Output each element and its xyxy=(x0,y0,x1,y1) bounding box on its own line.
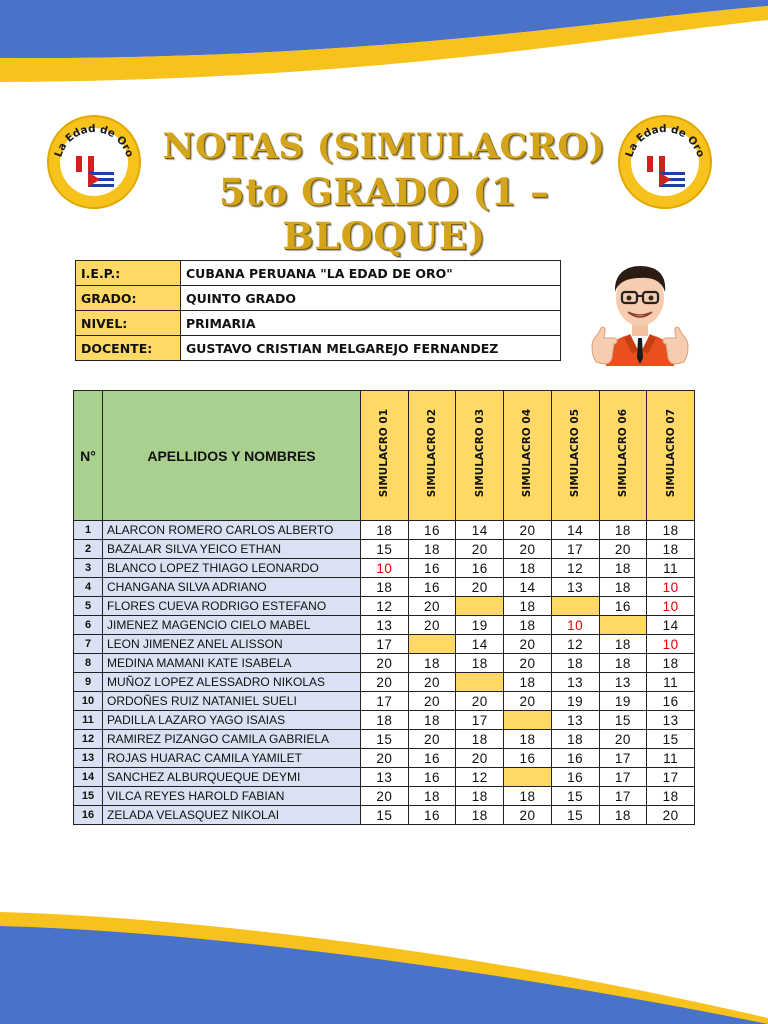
grade-cell: 18 xyxy=(456,654,504,673)
simulacro-label: SIMULACRO 07 xyxy=(664,408,677,498)
row-number: 3 xyxy=(74,559,103,578)
grade-cell: 18 xyxy=(456,806,504,825)
grade-cell: 10 xyxy=(551,616,599,635)
grade-cell: 18 xyxy=(504,616,552,635)
grade-cell: 18 xyxy=(551,654,599,673)
header-simulacro-03 xyxy=(456,391,504,521)
grade-cell: 20 xyxy=(647,806,695,825)
info-label: I.E.P.: xyxy=(76,261,181,286)
grade-cell: 20 xyxy=(361,654,409,673)
grade-cell: 18 xyxy=(599,521,647,540)
simulacro-label: SIMULACRO 01 xyxy=(378,408,391,498)
info-row xyxy=(76,311,561,336)
grade-cell: 19 xyxy=(599,692,647,711)
grade-cell: 20 xyxy=(456,749,504,768)
student-row xyxy=(74,768,695,787)
grade-cell: 20 xyxy=(361,787,409,806)
grade-cell: 20 xyxy=(504,654,552,673)
grade-cell: 18 xyxy=(599,654,647,673)
header-simulacro-06 xyxy=(599,391,647,521)
student-row xyxy=(74,635,695,654)
grade-cell: 11 xyxy=(647,673,695,692)
student-name: SANCHEZ ALBURQUEQUE DEYMI xyxy=(103,768,361,787)
grade-cell: 10 xyxy=(647,635,695,654)
row-number: 11 xyxy=(74,711,103,730)
grade-cell: 18 xyxy=(361,521,409,540)
grade-cell: 13 xyxy=(647,711,695,730)
grade-cell: 18 xyxy=(647,540,695,559)
grade-cell: 19 xyxy=(456,616,504,635)
simulacro-label: SIMULACRO 04 xyxy=(521,408,534,498)
grade-cell: 20 xyxy=(599,540,647,559)
student-row xyxy=(74,711,695,730)
student-name: MUÑOZ LOPEZ ALESSADRO NIKOLAS xyxy=(103,673,361,692)
student-name: RAMIREZ PIZANGO CAMILA GABRIELA xyxy=(103,730,361,749)
teacher-avatar xyxy=(588,258,692,366)
grade-cell: 18 xyxy=(408,787,456,806)
grade-cell: 20 xyxy=(504,635,552,654)
grade-cell: 13 xyxy=(551,673,599,692)
grade-cell xyxy=(408,635,456,654)
grade-cell: 18 xyxy=(599,578,647,597)
grades-header-row xyxy=(74,391,695,521)
grade-cell: 11 xyxy=(647,749,695,768)
grade-cell: 18 xyxy=(361,578,409,597)
grade-cell: 12 xyxy=(551,635,599,654)
grade-cell: 18 xyxy=(408,711,456,730)
info-row xyxy=(76,336,561,361)
grade-cell xyxy=(456,673,504,692)
grade-cell: 15 xyxy=(551,806,599,825)
grade-cell: 18 xyxy=(504,597,552,616)
grades-table xyxy=(73,390,695,825)
grade-cell: 12 xyxy=(361,597,409,616)
grade-cell: 16 xyxy=(408,521,456,540)
grade-cell xyxy=(551,597,599,616)
grade-cell: 16 xyxy=(408,806,456,825)
row-number: 7 xyxy=(74,635,103,654)
grade-cell: 18 xyxy=(504,730,552,749)
grade-cell: 19 xyxy=(551,692,599,711)
grade-cell: 20 xyxy=(456,578,504,597)
grade-cell: 16 xyxy=(408,578,456,597)
grade-cell: 20 xyxy=(456,692,504,711)
grade-cell: 17 xyxy=(599,749,647,768)
page-subtitle: 5to GRADO (1 – BLOQUE) xyxy=(218,170,550,258)
grade-cell: 18 xyxy=(504,673,552,692)
student-name: ROJAS HUARAC CAMILA YAMILET xyxy=(103,749,361,768)
grade-cell: 10 xyxy=(647,597,695,616)
info-row xyxy=(76,261,561,286)
student-name: FLORES CUEVA RODRIGO ESTEFANO xyxy=(103,597,361,616)
grade-cell: 15 xyxy=(599,711,647,730)
student-row xyxy=(74,806,695,825)
grade-cell: 17 xyxy=(599,768,647,787)
info-value: QUINTO GRADO xyxy=(181,286,561,311)
grade-cell: 14 xyxy=(551,521,599,540)
student-name: ORDOÑES RUIZ NATANIEL SUELI xyxy=(103,692,361,711)
grade-cell: 17 xyxy=(551,540,599,559)
grade-cell: 17 xyxy=(599,787,647,806)
grade-cell: 16 xyxy=(456,559,504,578)
info-value: GUSTAVO CRISTIAN MELGAREJO FERNANDEZ xyxy=(181,336,561,361)
grade-cell: 18 xyxy=(456,787,504,806)
simulacro-label: SIMULACRO 03 xyxy=(473,408,486,498)
row-number: 6 xyxy=(74,616,103,635)
student-row xyxy=(74,578,695,597)
info-label: DOCENTE: xyxy=(76,336,181,361)
grade-cell: 12 xyxy=(456,768,504,787)
row-number: 4 xyxy=(74,578,103,597)
grade-cell: 20 xyxy=(408,616,456,635)
grade-cell: 10 xyxy=(361,559,409,578)
info-value: PRIMARIA xyxy=(181,311,561,336)
grade-cell xyxy=(456,597,504,616)
grade-cell: 16 xyxy=(551,749,599,768)
student-row xyxy=(74,540,695,559)
student-row xyxy=(74,616,695,635)
student-name: ALARCON ROMERO CARLOS ALBERTO xyxy=(103,521,361,540)
header-simulacro-01 xyxy=(361,391,409,521)
grade-cell: 20 xyxy=(504,521,552,540)
info-row xyxy=(76,286,561,311)
grade-cell: 17 xyxy=(456,711,504,730)
student-name: LEON JIMENEZ ANEL ALISSON xyxy=(103,635,361,654)
student-name: BLANCO LOPEZ THIAGO LEONARDO xyxy=(103,559,361,578)
logo-text: La Edad de Oro xyxy=(623,122,707,159)
student-row xyxy=(74,730,695,749)
grade-cell: 18 xyxy=(408,654,456,673)
grade-cell: 18 xyxy=(504,559,552,578)
page-title: NOTAS (SIMULACRO) xyxy=(162,126,606,167)
student-name: PADILLA LAZARO YAGO ISAIAS xyxy=(103,711,361,730)
grade-cell: 17 xyxy=(647,768,695,787)
grade-cell: 15 xyxy=(361,540,409,559)
grade-cell: 20 xyxy=(361,673,409,692)
grade-cell: 14 xyxy=(456,521,504,540)
student-row xyxy=(74,673,695,692)
simulacro-label: SIMULACRO 02 xyxy=(426,408,439,498)
grade-cell: 17 xyxy=(361,692,409,711)
grade-cell: 13 xyxy=(361,768,409,787)
grade-cell: 18 xyxy=(599,559,647,578)
grade-cell: 15 xyxy=(361,806,409,825)
student-name: MEDINA MAMANI KATE ISABELA xyxy=(103,654,361,673)
row-number: 12 xyxy=(74,730,103,749)
row-number: 5 xyxy=(74,597,103,616)
header-names: APELLIDOS Y NOMBRES xyxy=(103,391,361,521)
header-simulacro-07 xyxy=(647,391,695,521)
grade-cell: 18 xyxy=(647,654,695,673)
grade-cell: 18 xyxy=(551,730,599,749)
grade-cell: 12 xyxy=(551,559,599,578)
grade-cell: 18 xyxy=(504,787,552,806)
grade-cell: 20 xyxy=(599,730,647,749)
student-row xyxy=(74,559,695,578)
student-name: JIMENEZ MAGENCIO CIELO MABEL xyxy=(103,616,361,635)
grade-cell: 18 xyxy=(599,635,647,654)
grade-cell: 20 xyxy=(504,540,552,559)
header-simulacro-05 xyxy=(551,391,599,521)
grade-cell: 16 xyxy=(504,749,552,768)
simulacro-label: SIMULACRO 06 xyxy=(616,408,629,498)
grade-cell: 18 xyxy=(647,521,695,540)
grades-body xyxy=(74,521,695,825)
student-row xyxy=(74,597,695,616)
school-info-table xyxy=(75,260,561,361)
school-logo-left xyxy=(46,114,142,210)
grade-cell: 10 xyxy=(647,578,695,597)
grade-cell xyxy=(504,768,552,787)
student-row xyxy=(74,787,695,806)
grade-cell: 16 xyxy=(599,597,647,616)
logo-text: La Edad de Oro xyxy=(52,122,136,159)
row-number: 8 xyxy=(74,654,103,673)
row-number: 13 xyxy=(74,749,103,768)
grade-cell: 20 xyxy=(408,730,456,749)
grade-cell: 20 xyxy=(456,540,504,559)
grade-cell: 20 xyxy=(361,749,409,768)
grade-cell: 20 xyxy=(408,692,456,711)
row-number: 2 xyxy=(74,540,103,559)
row-number: 9 xyxy=(74,673,103,692)
grade-cell: 18 xyxy=(361,711,409,730)
student-row xyxy=(74,654,695,673)
grade-cell: 20 xyxy=(408,673,456,692)
grade-cell: 15 xyxy=(551,787,599,806)
student-row xyxy=(74,749,695,768)
school-logo-right xyxy=(617,114,713,210)
student-row xyxy=(74,521,695,540)
grade-cell: 18 xyxy=(408,540,456,559)
info-label: GRADO: xyxy=(76,286,181,311)
row-number: 14 xyxy=(74,768,103,787)
grade-cell: 14 xyxy=(647,616,695,635)
grade-cell: 14 xyxy=(504,578,552,597)
grade-cell: 17 xyxy=(361,635,409,654)
grade-cell: 16 xyxy=(408,768,456,787)
grade-cell: 20 xyxy=(504,806,552,825)
grade-cell xyxy=(504,711,552,730)
grade-cell: 20 xyxy=(408,597,456,616)
student-name: ZELADA VELASQUEZ NIKOLAI xyxy=(103,806,361,825)
row-number: 16 xyxy=(74,806,103,825)
grade-cell: 13 xyxy=(551,711,599,730)
row-number: 15 xyxy=(74,787,103,806)
grade-cell: 20 xyxy=(504,692,552,711)
simulacro-label: SIMULACRO 05 xyxy=(569,408,582,498)
top-wave-decoration xyxy=(0,0,768,90)
grade-cell: 16 xyxy=(647,692,695,711)
student-name: VILCA REYES HAROLD FABIAN xyxy=(103,787,361,806)
row-number: 10 xyxy=(74,692,103,711)
grade-cell: 16 xyxy=(408,749,456,768)
info-value: CUBANA PERUANA "LA EDAD DE ORO" xyxy=(181,261,561,286)
grade-cell: 11 xyxy=(647,559,695,578)
bottom-wave-decoration xyxy=(0,900,768,1024)
student-row xyxy=(74,692,695,711)
grade-cell: 16 xyxy=(408,559,456,578)
grade-cell: 18 xyxy=(599,806,647,825)
info-label: NIVEL: xyxy=(76,311,181,336)
grade-cell: 13 xyxy=(599,673,647,692)
header-simulacro-02 xyxy=(408,391,456,521)
grade-cell xyxy=(599,616,647,635)
grade-cell: 18 xyxy=(647,787,695,806)
header-simulacro-04 xyxy=(504,391,552,521)
grade-cell: 13 xyxy=(551,578,599,597)
grade-cell: 14 xyxy=(456,635,504,654)
grade-cell: 15 xyxy=(361,730,409,749)
grade-cell: 16 xyxy=(551,768,599,787)
row-number: 1 xyxy=(74,521,103,540)
student-name: BAZALAR SILVA YEICO ETHAN xyxy=(103,540,361,559)
grade-cell: 15 xyxy=(647,730,695,749)
student-name: CHANGANA SILVA ADRIANO xyxy=(103,578,361,597)
grade-cell: 18 xyxy=(456,730,504,749)
header-number: N° xyxy=(74,391,103,521)
grade-cell: 13 xyxy=(361,616,409,635)
